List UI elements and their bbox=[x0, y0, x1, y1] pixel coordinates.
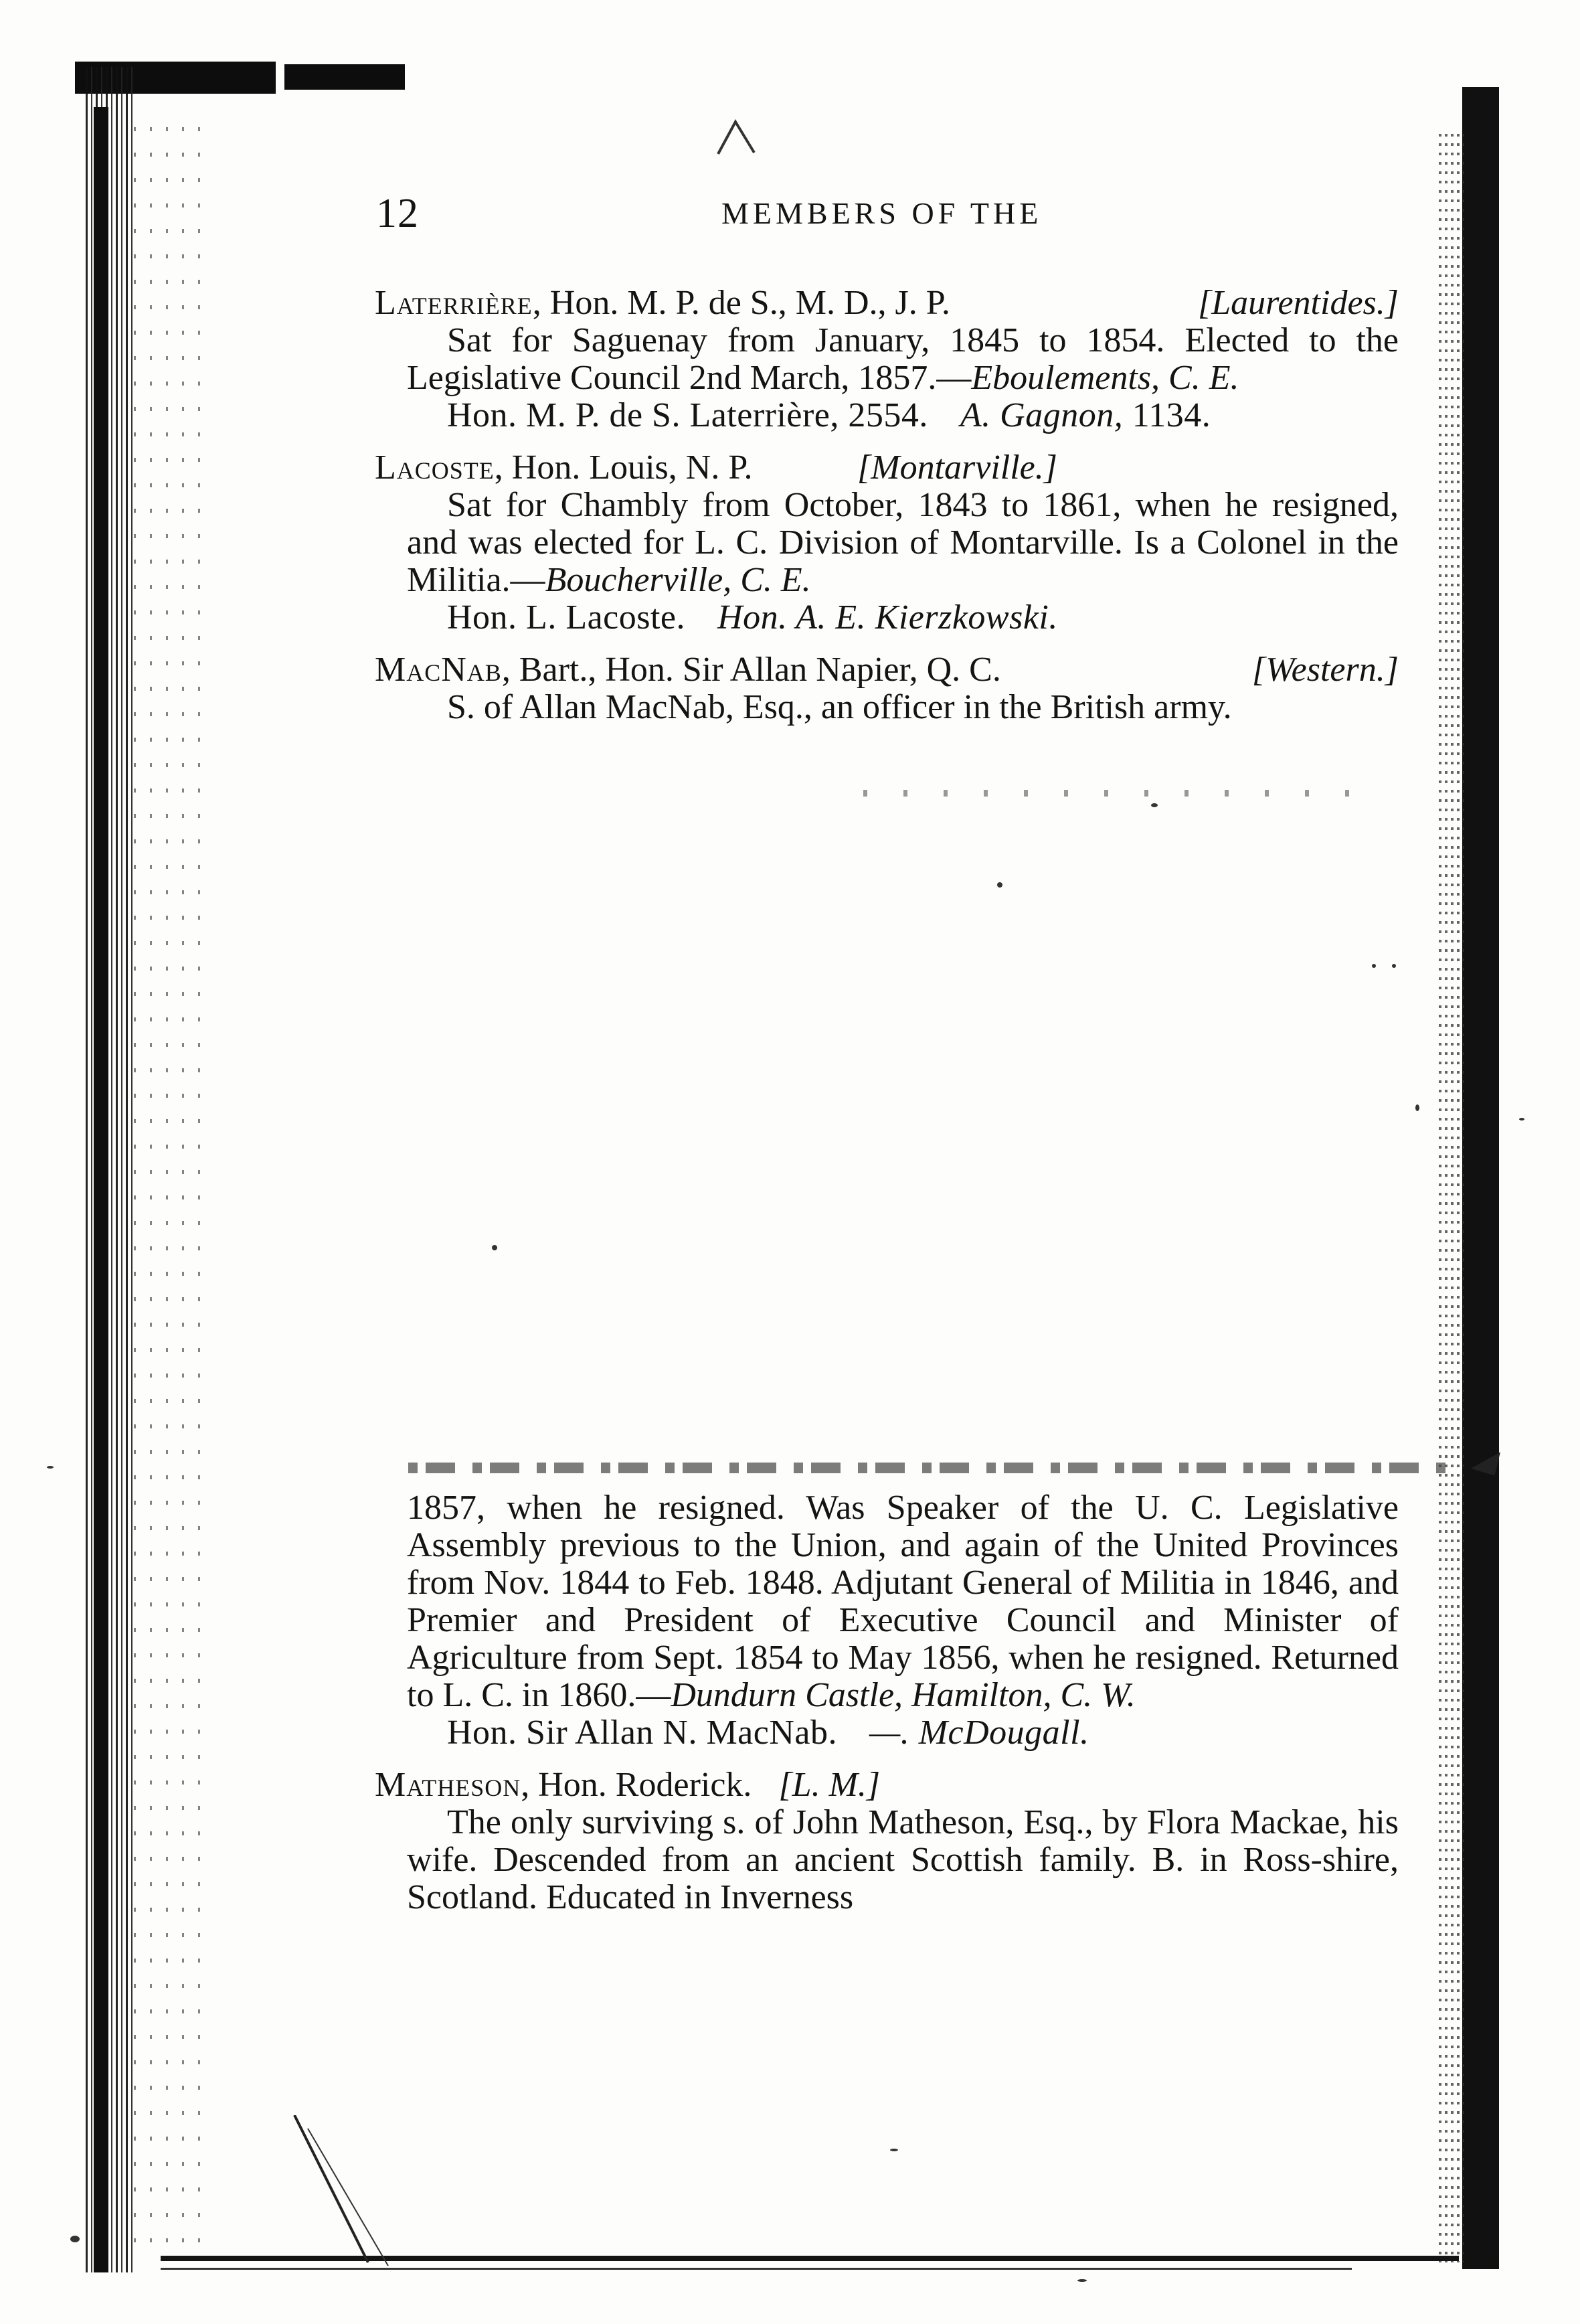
member-vote: Hon. L. Lacoste. bbox=[447, 598, 686, 637]
scan-dot bbox=[1519, 1118, 1524, 1120]
running-head: MEMBERS OF THE bbox=[721, 196, 1043, 230]
election-result bbox=[447, 599, 1419, 637]
page-edge-fringe bbox=[1439, 134, 1464, 2262]
page-edge-shadow bbox=[1462, 87, 1499, 2269]
entry-name bbox=[375, 1766, 752, 1804]
entry-district: [Western.] bbox=[1251, 651, 1399, 689]
biography-text: 1857, when he resigned. Was Speaker of the U. C. Legislative Assembly previous to the Union, and again of the United Provinces from Nov. 1844 to Feb. 1848. Adjutant General of Militia in 1846, and Premier and President of Executive Council and Minister of Agriculture from Sept. 1854 to May 1856, when he resigned. Returned to L. C. in 1860.— bbox=[407, 1489, 1399, 1714]
torn-line-fragment bbox=[863, 790, 1385, 797]
member-vote: Hon. M. P. de S. Laterrière, 2554. bbox=[447, 396, 928, 434]
entry-titles: , Hon. Roderick. bbox=[521, 1766, 752, 1804]
binding-shadow bbox=[94, 107, 108, 2272]
entry-macnab-continued bbox=[375, 1489, 1419, 1752]
scan-blot bbox=[284, 64, 405, 90]
scan-dot bbox=[47, 1466, 54, 1469]
scan-dot bbox=[70, 2236, 80, 2242]
entry-residence: Dundurn Castle, Hamilton, C. W. bbox=[671, 1676, 1136, 1714]
scan-dot bbox=[1151, 803, 1158, 807]
entry-name bbox=[375, 651, 1001, 689]
page-number: 12 bbox=[376, 191, 419, 236]
text-block-lower bbox=[375, 1489, 1419, 1931]
election-result bbox=[447, 397, 1419, 434]
scan-caret-mark bbox=[713, 114, 760, 161]
scan-dot bbox=[1372, 964, 1376, 968]
entry-biography bbox=[407, 1804, 1419, 1916]
entry-biography bbox=[407, 487, 1419, 599]
entry-macnab bbox=[375, 651, 1419, 726]
opponent-name: Hon. A. E. Kierzkowski. bbox=[717, 598, 1058, 637]
entry-titles: , Hon. Louis, N. P. bbox=[494, 448, 753, 487]
scan-dot bbox=[997, 882, 1002, 888]
entry-surname: MacNab bbox=[375, 651, 502, 689]
entry-titles: , Hon. M. P. de S., M. D., J. P. bbox=[532, 284, 950, 322]
scan-dot bbox=[1392, 964, 1396, 968]
entry-residence: Eboulements, C. E. bbox=[971, 359, 1239, 397]
scan-dot bbox=[1077, 2279, 1087, 2282]
text-block-upper bbox=[375, 284, 1419, 741]
entry-heading bbox=[375, 651, 1419, 689]
entry-laterriere bbox=[375, 284, 1419, 434]
opponent-name: A. Gagnon, bbox=[960, 396, 1124, 434]
scan-dot bbox=[1415, 1104, 1419, 1111]
entry-biography bbox=[407, 1489, 1419, 1714]
biography-text: Sat for Saguenay from January, 1845 to 1854. Elected to the Legislative Council 2nd March, 1857.— bbox=[407, 321, 1399, 397]
entry-name bbox=[375, 284, 950, 322]
scan-speckle bbox=[134, 127, 214, 2262]
entry-biography bbox=[407, 689, 1419, 726]
entry-titles: , Bart., Hon. Sir Allan Napier, Q. C. bbox=[501, 651, 1001, 689]
entry-surname: Lacoste bbox=[375, 448, 495, 487]
binding-shadow bbox=[86, 67, 133, 2272]
opponent-name: —. McDougall. bbox=[869, 1714, 1089, 1752]
entry-surname: Laterrière bbox=[375, 284, 533, 322]
entry-name bbox=[375, 449, 753, 487]
member-vote: Hon. Sir Allan N. MacNab. bbox=[447, 1714, 837, 1752]
entry-heading bbox=[375, 449, 1419, 487]
entry-district: [L. M.] bbox=[778, 1766, 881, 1804]
torn-line-fragment bbox=[408, 1463, 1452, 1473]
entry-lacoste bbox=[375, 449, 1419, 637]
election-result bbox=[447, 1714, 1419, 1752]
opponent-vote: 1134. bbox=[1132, 396, 1211, 434]
entry-matheson bbox=[375, 1766, 1419, 1916]
entry-residence: Boucherville, C. E. bbox=[545, 561, 811, 599]
entry-heading bbox=[375, 284, 1419, 322]
biography-text: Sat for Chambly from October, 1843 to 1861, when he resigned, and was elected for L. C. Division of Montarville. Is a Colonel in the Militia.— bbox=[407, 486, 1399, 599]
scan-dot bbox=[492, 1245, 497, 1250]
entry-biography bbox=[407, 322, 1419, 397]
scan-dot bbox=[890, 2149, 898, 2151]
entry-heading bbox=[375, 1766, 1419, 1804]
biography-text: The only surviving s. of John Matheson, Esq., by Flora Mackae, his wife. Descended from an ancient Scottish family. B. in Ross-shire, Scotland. Educated in Inverness bbox=[407, 1803, 1399, 1916]
entry-surname: Matheson bbox=[375, 1766, 521, 1804]
entry-district: [Montarville.] bbox=[857, 448, 1057, 487]
biography-text: S. of Allan MacNab, Esq., an officer in the British army. bbox=[447, 688, 1232, 726]
corner-stroke-mark bbox=[288, 2115, 422, 2269]
entry-district: [Laurentides.] bbox=[1198, 284, 1399, 322]
